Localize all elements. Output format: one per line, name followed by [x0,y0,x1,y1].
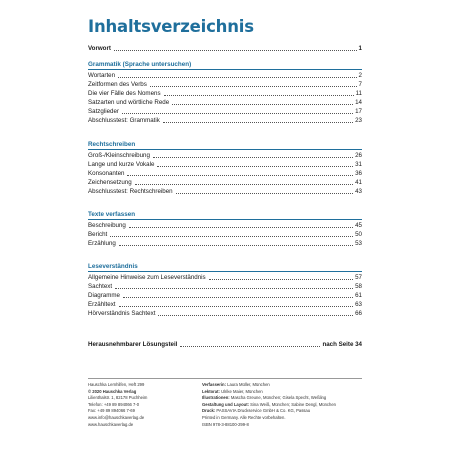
toc-entry[interactable] [88,187,362,196]
toc-entry[interactable] [88,221,362,230]
dot-leader [180,346,320,347]
dot-leader [119,306,354,307]
imprint-credit [202,422,362,429]
toc-entry-label: Hörverständnis Sachtext [88,310,156,317]
toc-page [88,14,362,348]
toc-entry-label: Satzglieder [88,108,119,115]
imprint-credit [202,395,362,402]
credit-key: Gestaltung und Layout: [202,401,249,407]
toc-entry-page: 26 [355,152,362,159]
section-heading: Grammatik (Sprache untersuchen) [88,61,192,68]
loesungsteil-block [88,340,362,349]
imprint-credit [202,415,362,422]
toc-entry-label: Groß-/Kleinschreibung [88,152,150,159]
toc-entry-page: 2 [358,72,362,79]
toc-entry[interactable] [88,89,362,98]
section-rule [88,149,362,150]
toc-entry-label: Satzarten und wörtliche Rede [88,99,170,106]
toc-entry-page: 57 [355,274,362,281]
toc-entry[interactable] [88,178,362,187]
toc-entry-label: Die vier Fälle des Nomens [88,90,161,97]
imprint-line: Fax: +49 89 894066 7-69 [88,408,135,414]
vorwort-block [88,44,362,53]
imprint-left [88,382,202,428]
imprint-website[interactable]: www.hauschkaverlag.de [88,421,134,427]
imprint-credit [202,402,362,409]
dot-leader [129,227,353,228]
credit-key: Illustrationen: [202,395,230,401]
dot-leader [176,193,354,194]
toc-entry-label: Zeitformen des Verbs [88,81,147,88]
toc-entry-label: Zeichensetzung [88,179,132,186]
toc-entry-label: Beschreibung [88,222,126,229]
dot-leader [110,236,353,237]
toc-entry[interactable] [88,151,362,160]
section-rule [88,271,362,272]
dot-leader [114,50,357,51]
toc-entry-page: 66 [355,310,362,317]
toc-entry-page: 7 [358,81,362,88]
credit-key: Lektorat: [202,388,220,394]
dot-leader [164,95,354,96]
toc-entry[interactable] [88,300,362,309]
imprint-line: Lilienthalstr. 1, 82178 Puchheim [88,395,148,401]
credit-value: ISBN 978-3-88100-299-8 [202,421,249,427]
dot-leader [209,279,353,280]
toc-entry-label: Wortarten [88,72,116,79]
credit-value: Ulrike Maier, München [219,388,263,394]
dot-leader [127,175,353,176]
page-title: Inhaltsverzeichnis [88,17,254,36]
toc-entry[interactable] [88,71,362,80]
toc-entry-page: 11 [355,90,362,97]
toc-entry-label: Abschlusstest: Rechtschreiben [88,188,173,195]
toc-entry-page: 43 [355,188,362,195]
toc-entry[interactable] [88,291,362,300]
toc-entry-label: Konsonanten [88,170,125,177]
toc-entry-label: Sachtext [88,283,113,290]
dot-leader [150,86,357,87]
dot-leader [172,104,353,105]
dot-leader [163,122,353,123]
toc-entry-page: 23 [355,117,362,124]
imprint-line: Telefon: +49 89 894066 7-0 [88,401,140,407]
toc-entry[interactable] [88,80,362,89]
dot-leader [115,288,353,289]
imprint-email[interactable]: www.info@hauschkaverlag.de [88,414,145,420]
section-rule [88,219,362,220]
toc-entry[interactable] [88,160,362,169]
dot-leader [135,184,353,185]
section-heading: Leseverständnis [88,263,138,270]
imprint-credit [202,382,362,389]
section-leseverstaendnis [88,262,362,318]
toc-entry-label: Lange und kurze Vokale [88,161,155,168]
section-heading: Rechtschreiben [88,141,136,148]
imprint-line: Hauschka Lernhilfen, Heft 299 [88,382,145,387]
toc-entry-page: 53 [355,240,362,247]
toc-entry[interactable] [88,239,362,248]
toc-entry-label: Vorwort [88,45,111,52]
dot-leader [119,245,353,246]
imprint-right [202,382,362,428]
credit-key: Verfasserin: [202,382,226,387]
dot-leader [122,113,353,114]
toc-entry[interactable] [88,107,362,116]
toc-entry-page: nach Seite 34 [322,341,362,348]
toc-entry-page: 31 [355,161,362,168]
dot-leader [153,157,353,158]
dot-leader [158,315,353,316]
credit-key: Druck: [202,408,216,414]
section-rechtschreiben [88,140,362,196]
dot-leader [123,297,353,298]
toc-entry[interactable] [88,169,362,178]
toc-entry-page: 63 [355,301,362,308]
section-grammatik [88,60,362,125]
imprint-credit [202,408,362,415]
toc-entry-page: 17 [355,108,362,115]
toc-entry-page: 58 [355,283,362,290]
dot-leader [157,166,353,167]
toc-entry[interactable] [88,273,362,282]
credit-value: Printed in Germany. Alle Rechte vorbehalten. [202,414,286,420]
toc-entry-page: 1 [358,45,362,52]
toc-entry-page: 36 [355,170,362,177]
toc-entry-vorwort[interactable] [88,44,362,53]
toc-entry-page: 61 [355,292,362,299]
toc-entry[interactable] [88,116,362,125]
dot-leader [118,77,356,78]
imprint-line: © 2020 Hauschka Verlag [88,388,137,394]
section-heading: Texte verfassen [88,211,136,218]
imprint-credit [202,389,362,396]
imprint-footer [88,378,362,428]
toc-entry-page: 45 [355,222,362,229]
toc-entry-page: 50 [355,231,362,238]
toc-entry[interactable] [88,309,362,318]
toc-entry-page: 14 [355,99,362,106]
toc-entry-label: Abschlusstest: Grammatik [88,117,160,124]
toc-entry-label: Herausnehmbarer Lösungsteil [88,341,178,348]
section-rule [88,69,362,70]
toc-entry-label: Erzählung [88,240,116,247]
toc-entry-label: Allgemeine Hinweise zum Leseverständnis [88,274,206,281]
toc-entry-label: Diagramme [88,292,120,299]
toc-entry-page: 41 [355,179,362,186]
credit-value: Mascha Greune, München; Gisela Specht, Weßling [229,395,327,401]
toc-entry-loesungsteil[interactable] [88,340,362,349]
toc-entry-label: Bericht [88,231,108,238]
toc-entry-label: Erzähltext [88,301,116,308]
credit-value: Sina Weiß, München; Sabine Dengl, München [249,401,336,407]
toc-entry[interactable] [88,98,362,107]
credit-value: Laura Müller, München [225,382,270,387]
credit-value: PASSAVIA Druckservice GmbH & Co. KG, Passau [215,408,311,414]
section-texte-verfassen [88,210,362,248]
toc-entry[interactable] [88,230,362,239]
toc-entry[interactable] [88,282,362,291]
